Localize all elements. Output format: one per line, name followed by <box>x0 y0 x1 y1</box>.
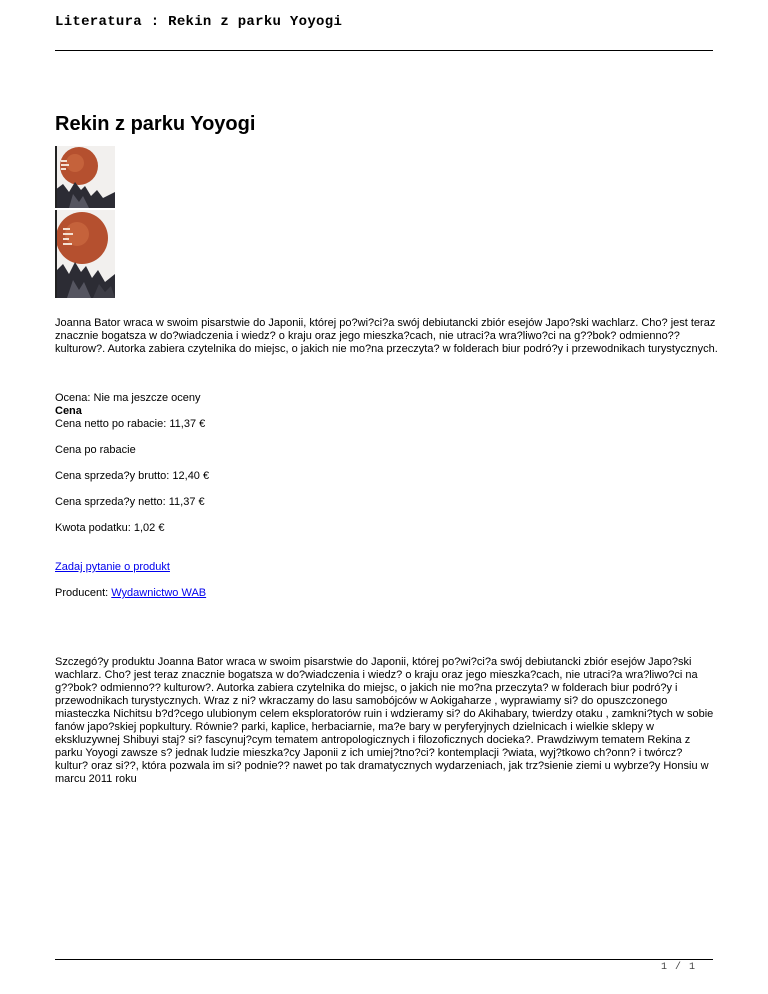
product-details: Szczegó?y produktu Joanna Bator wraca w swoim pisarstwie do Japonii, której po?wi?ci?a swój debiutancki zbiór esejów Japo?ski wachlarz. Cho? jest teraz znacznie bogatsza w do?wiadczenia i wiedz? o kraju oraz jego mieszka?cach, nie utraci?a wra?liwo?ci na g??bok? odmienno?? kulturow?. Autorka zabiera czytelnika do miejsc, o jakich nie mo?na przeczyta? w folderach biur podró?y i przewodnikach turystycznych. Wraz z ni? wkraczamy do lasu samobójców w Aokigaharze , wyprawiamy si? do opuszczonego miasteczka Nichitsu b?d?cego ulubionym celem eksploratorów ruin i wdzieramy si? do Akihabary, twierdzy otaku , zamkni?tych w sobie fanów japo?skiej popkultury. Równie? parki, kaplice, herbaciarnie, ma?e bary w peryferyjnych dzielnicach i wielkie sklepy w ekskluzywnej Shibuyi staj? si? fascynuj?cym tematem antropologicznych i filozoficznych docieka?. Prawdziwym tematem Rekina z parku Yoyogi zawsze s? jednak ludzie mieszka?cy Japonii z ich umiej?tno?ci? kontemplacji ?wiata, wyj?tkowo ch?onn? i twórcz? kultur? oraz si??, która pozwala im si? podnie?? nawet po tak dramatycznych wydarzeniach, jak trz?sienie ziemi u wybrze?y Honsiu w marcu 2011 roku <box>55 656 714 785</box>
book-cover-image <box>55 210 115 298</box>
price-net-after-discount: Cena netto po rabacie: 11,37 € <box>55 418 206 430</box>
producer-link[interactable]: Wydawnictwo WAB <box>111 587 207 599</box>
running-header: Literatura : Rekin z parku Yoyogi <box>55 14 343 30</box>
price-sale-gross: Cena sprzeda?y brutto: 12,40 € <box>55 470 210 482</box>
price-sale-net: Cena sprzeda?y netto: 11,37 € <box>55 496 205 508</box>
rating-text: Ocena: Nie ma jeszcze oceny <box>55 392 201 404</box>
book-cover-thumbnail[interactable] <box>55 146 115 208</box>
page-number: 1 / 1 <box>660 962 696 973</box>
book-cover-image <box>55 146 115 208</box>
book-cover-image-large[interactable] <box>55 210 115 298</box>
product-info <box>55 392 715 600</box>
ask-question-link[interactable]: Zadaj pytanie o produkt <box>55 561 170 573</box>
producer-label: Producent: <box>55 587 112 599</box>
producer-line <box>55 587 715 600</box>
header-divider <box>55 50 713 51</box>
price-after-discount-label: Cena po rabacie <box>55 444 136 456</box>
product-intro: Joanna Bator wraca w swoim pisarstwie do Japonii, której po?wi?ci?a swój debiutancki zbiór esejów Japo?ski wachlarz. Cho? jest teraz znacznie bogatsza w do?wiadczenia i wiedz? o kraju oraz jego mieszka?cach, nie utraci?a wra?liwo?ci na g??bok? odmienno?? kulturow?. Autorka zabiera czytelnika do miejsc, o jakich nie mo?na przeczyta? w folderach biur podró?y i przewodnikach turystycznych. <box>55 317 718 355</box>
tax-amount: Kwota podatku: 1,02 € <box>55 522 165 534</box>
product-title: Rekin z parku Yoyogi <box>55 113 256 135</box>
price-heading: Cena <box>55 405 82 417</box>
footer-divider <box>55 959 713 960</box>
